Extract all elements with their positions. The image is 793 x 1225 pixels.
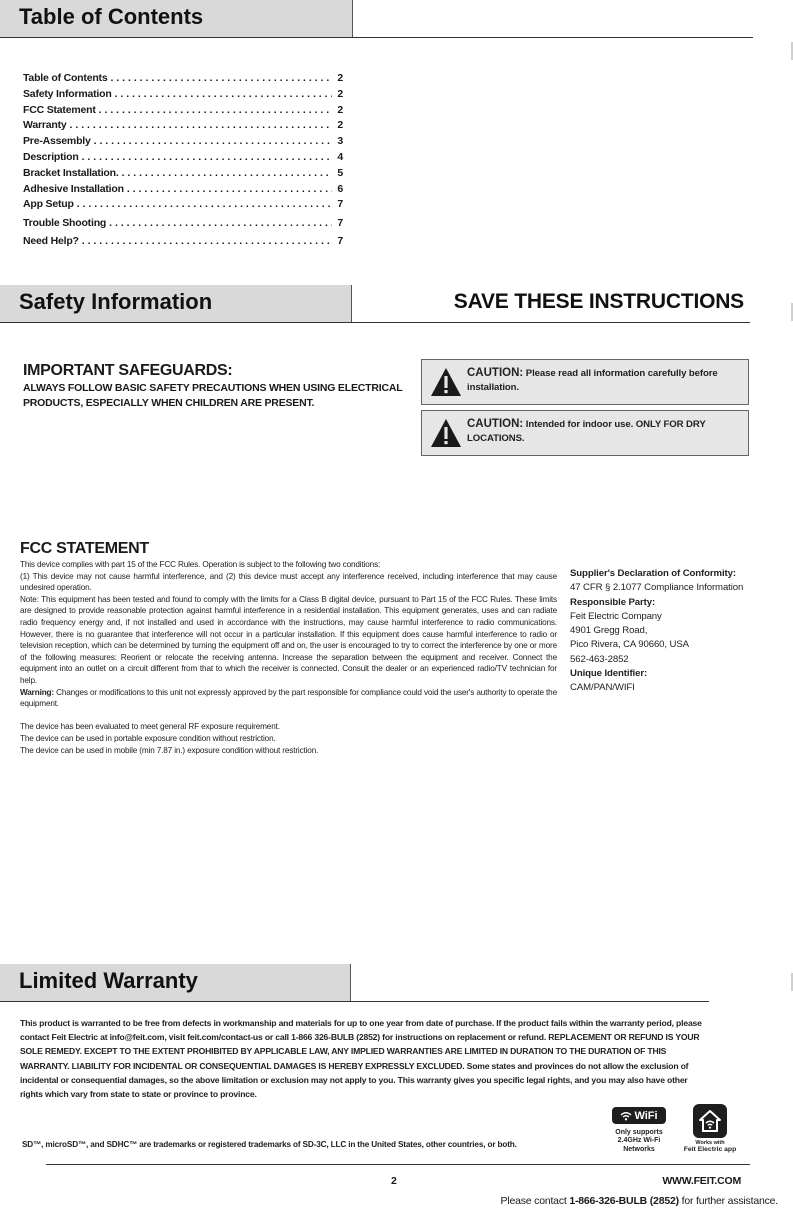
unique-identifier-label: Unique Identifier: bbox=[570, 668, 648, 680]
toc-entry-page: 7 bbox=[337, 217, 343, 230]
wifi-caption bbox=[612, 1129, 666, 1155]
toc-entry[interactable] bbox=[23, 166, 343, 182]
warranty-section-title: Limited Warranty bbox=[19, 968, 198, 993]
fcc-heading: FCC STATEMENT bbox=[20, 540, 149, 557]
caution-box-1 bbox=[421, 359, 749, 405]
warranty-title-box bbox=[0, 964, 351, 1002]
caution-label: CAUTION: bbox=[467, 418, 524, 430]
toc-entry[interactable] bbox=[23, 118, 343, 134]
wifi-caption-line: Only supports bbox=[615, 1128, 663, 1136]
safety-section-title: Safety Information bbox=[19, 289, 213, 314]
toc-entry-page: 7 bbox=[337, 234, 343, 247]
warranty-text: This product is warranted to be free from defects in workmanship and materials for up to one year from date of purchase. If the product fails within the warranty period, please contact Feit Electric at info@feit.com, visit feit.com/contact-us or call 1-866 326-BULB (2852) for instructions on replacement or refund. REPLACEMENT OR REFUND IS YOUR SOLE REMEDY. EXCEPT TO THE EXTENT PROHIBITED BY APPLICABLE LAW, ANY IMPLIED WARRANTIES ARE LIMITED IN DURATION TO THE DURATION OF THIS WARRANTY. LIABILITY FOR INCIDENTAL OR CONSEQUENTIAL DAMAGES IS HEREBY EXPRESSLY EXCLUDED. Some states and provinces do not allow the exclusion of incidental or consequential damages, so the above limitation or exclusion may not apply to you. This warranty gives you specific legal rights, and you may also have other rights which vary from state to state or province to province. bbox=[20, 1018, 702, 1100]
wifi-label: WiFi bbox=[634, 1109, 658, 1122]
toc-leader-dots bbox=[82, 234, 332, 250]
toc-leader-dots bbox=[94, 134, 332, 150]
fcc-paragraph: The device has been evaluated to meet general RF exposure requirement. bbox=[20, 722, 280, 732]
toc-entry-page: 2 bbox=[337, 87, 343, 100]
toc-entry-label: Pre-Assembly bbox=[23, 135, 91, 148]
supplier-declaration bbox=[570, 567, 770, 696]
toc-entry-label: Safety Information bbox=[23, 87, 112, 100]
toc-leader-dots bbox=[82, 150, 332, 166]
toc-entry[interactable] bbox=[23, 103, 343, 119]
responsible-party-label: Responsible Party: bbox=[570, 596, 656, 608]
toc-leader-dots bbox=[111, 71, 333, 87]
toc-entry-label: Description bbox=[23, 150, 79, 163]
toc-entry-page: 2 bbox=[337, 72, 343, 84]
caution-message: Please read all information carefully before installation. bbox=[467, 368, 718, 393]
street-address: 4901 Gregg Road, bbox=[570, 625, 648, 637]
caution-label: CAUTION: bbox=[467, 367, 524, 379]
fcc-paragraph: The device can be used in portable exposure condition without restriction. bbox=[20, 733, 276, 743]
contact-phone: 1-866-326-BULB (2852) bbox=[569, 1195, 679, 1207]
toc-entry[interactable] bbox=[23, 150, 343, 166]
fcc-paragraph: This device complies with part 15 of the FCC Rules. Operation is subject to the following two conditions: bbox=[20, 560, 381, 569]
warning-triangle-icon bbox=[430, 366, 462, 398]
toc-entry[interactable] bbox=[23, 182, 343, 198]
toc-leader-dots bbox=[115, 87, 332, 103]
warranty-header-bar bbox=[0, 964, 709, 1002]
sdoc-label: Supplier's Declaration of Conformity: bbox=[570, 568, 736, 579]
toc-header-rule bbox=[0, 37, 753, 38]
wifi-badge bbox=[612, 1107, 666, 1154]
app-caption-top: Works with bbox=[695, 1140, 725, 1146]
city-address: Pico Rivera, CA 90660, USA bbox=[570, 639, 689, 651]
wifi-caption-line: Networks bbox=[623, 1145, 655, 1153]
toc-entry-page: 6 bbox=[337, 182, 343, 195]
fcc-warning-text: Changes or modifications to this unit not expressly approved by the part responsible for compliance could void the user's authority to operate the equipment. bbox=[20, 687, 557, 709]
fcc-warning bbox=[20, 687, 557, 710]
app-caption-bottom: Feit Electric app bbox=[683, 1146, 737, 1153]
fcc-warning-label: Warning: bbox=[20, 687, 54, 697]
toc-entry-label: Need Help? bbox=[23, 234, 79, 247]
toc-leader-dots bbox=[109, 216, 332, 232]
warranty-header-rule bbox=[0, 1001, 709, 1002]
fcc-paragraph: Note: This equipment has been tested and found to comply with the limits for a Class B digital device, pursuant to Part 15 of the FCC Rules. These limits are designed to provide reasonable protection against harmful interference in a residential installation. This equipment generates, uses and can radiate radio frequency energy and, if not installed and used in accordance with the instructions, may cause harmful interference to radio communications. However, there is no guarantee that interference will not occur in a particular installation. If this equipment does cause harmful interference to radio or television reception, which can be determined by turning the equipment off and on, the user is encouraged to try to correct the interference by one or more of the following measures: Reorient or relocate the receiving antenna. Increase the separation between the equipment and receiver. Connect the equipment into an outlet on a circuit different from that to which the receiver is connected. Consult the dealer or an experienced radio/TV technician for help. bbox=[20, 594, 557, 685]
trademark-notice: SD™, microSD™, and SDHC™ are trademarks or registered trademarks of SD-3C, LLC in the United States, other countries, or both. bbox=[22, 1140, 517, 1149]
caution-text-2 bbox=[467, 417, 740, 446]
toc-leader-dots bbox=[70, 118, 332, 134]
website-link[interactable]: WWW.FEIT.COM bbox=[662, 1175, 741, 1187]
save-instructions-title: SAVE THESE INSTRUCTIONS bbox=[453, 290, 744, 313]
toc-leader-dots bbox=[99, 103, 332, 119]
toc-title-box bbox=[0, 0, 353, 38]
toc-entry-label: FCC Statement bbox=[23, 103, 96, 116]
page-number: 2 bbox=[391, 1175, 397, 1187]
safeguards-text: ALWAYS FOLLOW BASIC SAFETY PRECAUTIONS WHEN USING ELECTRICAL PRODUCTS, ESPECIALLY WHEN CHILDREN ARE PRESENT. bbox=[23, 382, 403, 409]
safety-header-rule bbox=[0, 322, 750, 323]
toc-entry-page: 2 bbox=[337, 119, 343, 132]
toc-entry-page: 3 bbox=[337, 135, 343, 148]
toc-entry-label: Warranty bbox=[23, 119, 67, 132]
caution-box-2 bbox=[421, 410, 749, 456]
toc-entry-page: 7 bbox=[337, 198, 343, 211]
contact-prefix: Please contact bbox=[500, 1195, 570, 1207]
safeguards-heading: IMPORTANT SAFEGUARDS: bbox=[23, 362, 233, 379]
contact-line bbox=[501, 1195, 778, 1207]
footer-rule bbox=[46, 1164, 750, 1165]
toc-entry-label: Adhesive Installation bbox=[23, 182, 124, 195]
toc-entry-label: Bracket Installation. bbox=[23, 166, 119, 179]
wifi-caption-line: 2.4GHz Wi-Fi bbox=[617, 1137, 661, 1145]
toc-entry-page: 2 bbox=[337, 103, 343, 116]
caution-message: Intended for indoor use. ONLY FOR DRY LOCATIONS. bbox=[467, 419, 706, 444]
toc-entry[interactable] bbox=[23, 216, 343, 232]
fcc-statement bbox=[20, 540, 557, 756]
toc-entry-page: 5 bbox=[337, 166, 343, 179]
fcc-paragraph: (1) This device may not cause harmful interference, and (2) this device must accept any interference received, including interference that may cause undesired operation. bbox=[20, 571, 557, 593]
unique-identifier-value: CAM/PAN/WIFI bbox=[570, 682, 635, 694]
wifi-pill bbox=[612, 1107, 666, 1124]
house-wifi-icon bbox=[693, 1104, 727, 1138]
contact-suffix: for further assistance. bbox=[678, 1195, 778, 1207]
toc-entry[interactable] bbox=[23, 134, 343, 150]
important-safeguards bbox=[23, 362, 403, 411]
toc-entry[interactable] bbox=[23, 71, 343, 87]
caution-text-1 bbox=[467, 366, 740, 395]
toc-entry-label: Table of Contents bbox=[23, 72, 108, 84]
toc-entry-label: Trouble Shooting bbox=[23, 217, 107, 230]
company-name: Feit Electric Company bbox=[570, 610, 662, 622]
feit-app-badge bbox=[679, 1104, 741, 1153]
toc-leader-dots bbox=[122, 166, 332, 182]
toc-entry[interactable] bbox=[23, 234, 343, 250]
toc-entry[interactable] bbox=[23, 197, 343, 213]
toc-leader-dots bbox=[127, 182, 332, 198]
warning-triangle-icon bbox=[430, 417, 462, 449]
toc-section-title: Table of Contents bbox=[19, 4, 204, 29]
toc-leader-dots bbox=[77, 197, 332, 213]
toc-entry-label: App Setup bbox=[23, 198, 74, 211]
toc-header-bar bbox=[0, 0, 753, 38]
phone-number: 562-463-2852 bbox=[570, 653, 629, 665]
safety-title-box bbox=[0, 285, 352, 323]
toc-entry[interactable] bbox=[23, 87, 343, 103]
fcc-paragraph: The device can be used in mobile (min 7.87 in.) exposure condition without restriction. bbox=[20, 745, 319, 755]
toc-list bbox=[23, 71, 343, 250]
sdoc-value: 47 CFR § 2.1077 Compliance Information bbox=[570, 582, 744, 594]
wifi-icon bbox=[620, 1111, 632, 1121]
toc-entry-page: 4 bbox=[337, 150, 343, 163]
